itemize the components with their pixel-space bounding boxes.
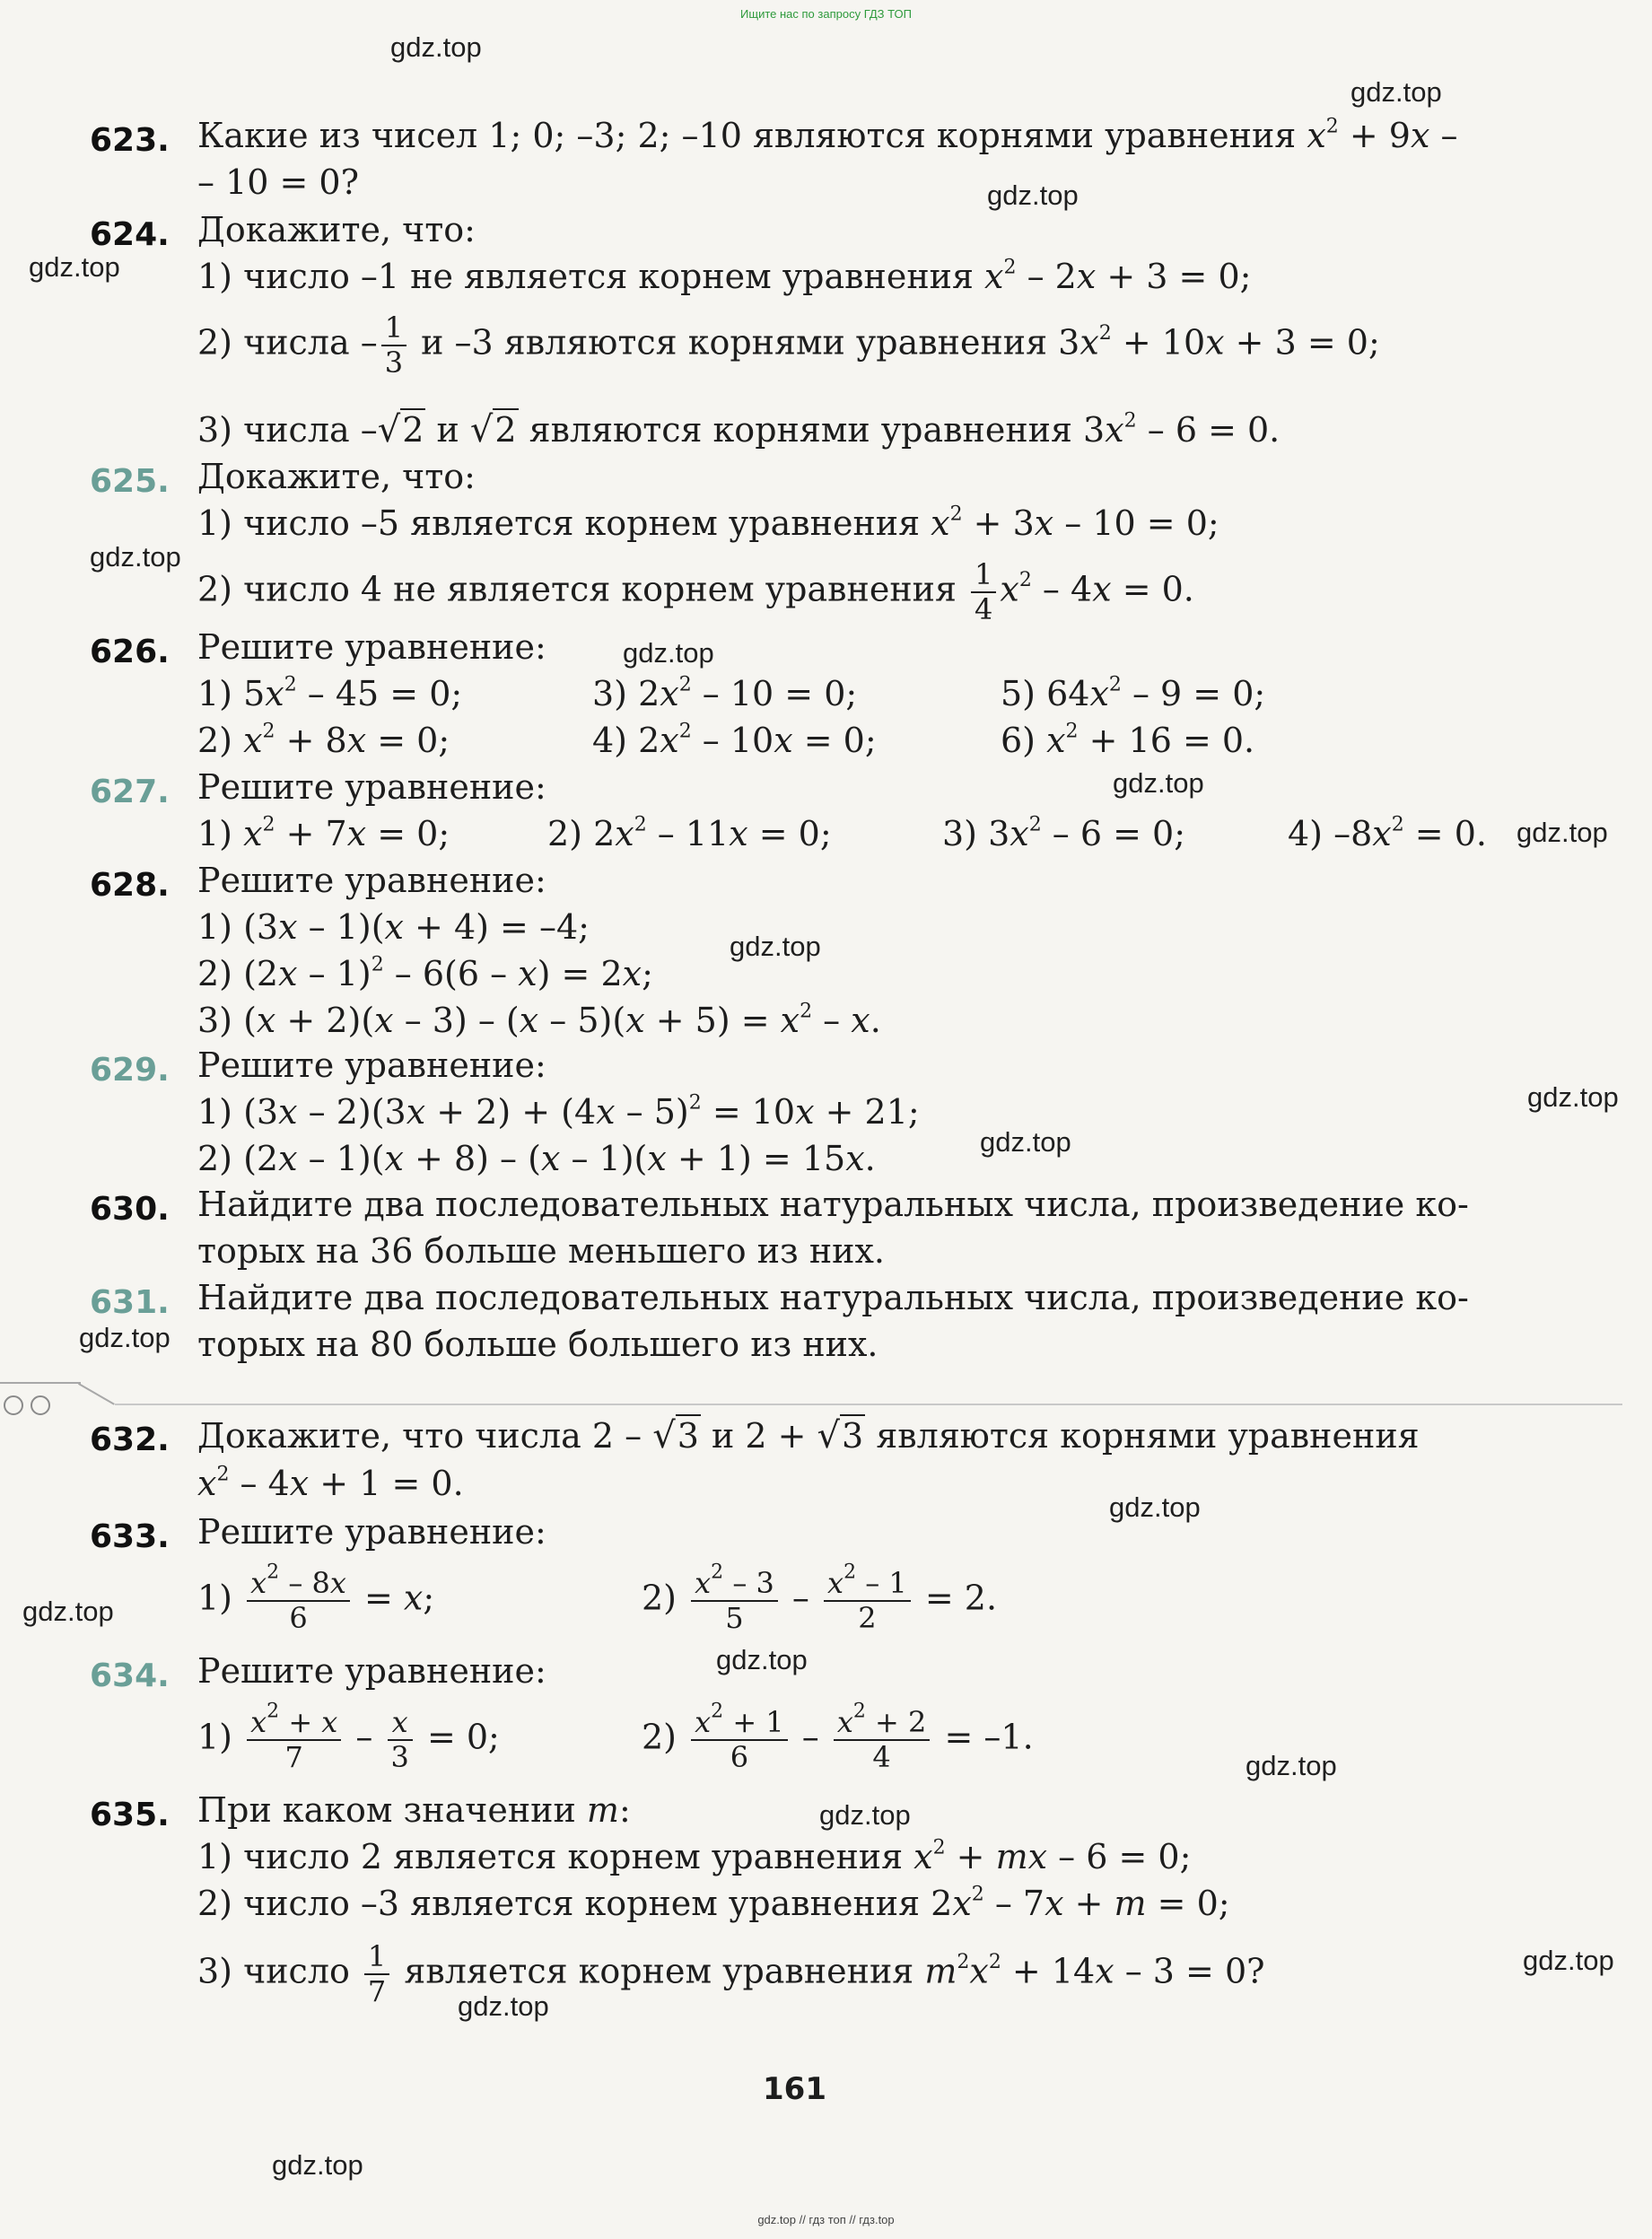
bottom-banner: gdz.top // гдз топ // гдз.top xyxy=(757,2213,895,2226)
problem-heading: Решите уравнение: xyxy=(197,627,546,667)
watermark: gdz.top xyxy=(1109,1491,1201,1523)
problem-text: – 10 = 0? xyxy=(197,162,359,202)
problem-item: 3) числа –√2 и √2 являются корнями уравнения $3x^2 - 6 = 0$. xyxy=(197,409,1281,450)
problem-heading: Решите уравнение: xyxy=(197,767,546,807)
problem-number: 631. xyxy=(90,1284,170,1321)
problem-item: 1) (3x – 2)(3x + 2) + (4x – 5)$^2$ = 10x + 21; xyxy=(197,1091,920,1132)
section-divider xyxy=(0,1382,81,1384)
fraction: $\frac{x^2 - 1}{2}$ xyxy=(824,1567,911,1635)
problem-item: 2) $2x^2 - 11x = 0$; xyxy=(547,813,832,853)
problem-heading: Решите уравнение: xyxy=(197,1045,546,1085)
watermark: gdz.top xyxy=(1113,767,1204,799)
problem-item: 2) (2x – 1)(x + 8) – (x – 1)(x + 1) = 15x. xyxy=(197,1139,876,1178)
problem-number: 633. xyxy=(90,1518,170,1555)
watermark: gdz.top xyxy=(90,541,181,573)
problem-item: 1) $\frac{x^2 - 8x}{6}$ = x; xyxy=(197,1561,435,1635)
problem-item: 2) (2x – 1)$^2$ – 6(6 – x) = 2x; xyxy=(197,953,653,993)
fraction: $\frac{1}{7}$ xyxy=(364,1940,389,2008)
problem-item: 2) $\frac{x^2 + 1}{6}$ – $\frac{x^2 + 2}{4}$ = –1. xyxy=(642,1700,1034,1774)
problem-item: 2) числа – $\frac{1}{3}$ и –3 являются корнями уравнения $3x^2 + 10x + 3 = 0$; xyxy=(197,310,1380,380)
watermark: gdz.top xyxy=(272,2149,363,2181)
fraction: $\frac{x^2 - 3}{5}$ xyxy=(691,1567,778,1635)
difficulty-marker xyxy=(0,1386,108,1422)
problem-item: 1) $\frac{x^2 + x}{7}$ – $\frac{x}{3}$ = 0; xyxy=(197,1700,500,1774)
problem-number: 627. xyxy=(90,774,170,810)
problem-item: 1) число –5 является корнем уравнения $x^2 + 3x - 10 = 0$; xyxy=(197,503,1219,543)
fraction: $\frac{x^2 - 8x}{6}$ xyxy=(247,1567,350,1635)
problem-number: 630. xyxy=(90,1191,170,1228)
watermark: gdz.top xyxy=(458,1990,549,2022)
problem-item: 2) число –3 является корнем уравнения $2x^2 - 7x + m = 0$; xyxy=(197,1883,1230,1923)
fraction: $\frac{1}{4}$ xyxy=(971,558,996,626)
circle-icon xyxy=(31,1395,50,1415)
fraction: $\frac{x^2 + 1}{6}$ xyxy=(691,1706,788,1774)
problem-number: 628. xyxy=(90,867,170,904)
problem-heading: При каком значении m: xyxy=(197,1790,631,1830)
problem-heading: Решите уравнение: xyxy=(197,1651,546,1691)
problem-item: 2) $\frac{x^2 - 3}{5}$ – $\frac{x^2 - 1}{2}$ = 2. xyxy=(642,1561,998,1635)
problem-text: $x^2 - 4x + 1 = 0$. xyxy=(197,1463,464,1503)
problem-text: торых на 36 больше меньшего из них. xyxy=(197,1231,885,1271)
watermark: gdz.top xyxy=(623,637,714,669)
watermark: gdz.top xyxy=(1523,1945,1614,1976)
problem-text: торых на 80 больше большего из них. xyxy=(197,1325,878,1364)
top-banner: Ищите нас по запросу ГДЗ ТОП xyxy=(740,7,912,21)
problem-text: Какие из чисел 1; 0; –3; 2; –10 являются корнями уравнения $x^2 + 9x$ – xyxy=(197,115,1458,155)
problem-item: 1) (3x – 1)(x + 4) = –4; xyxy=(197,907,590,947)
problem-item: 1) $x^2 + 7x = 0$; xyxy=(197,813,450,853)
problem-item: 1) число –1 не является корнем уравнения $x^2 - 2x + 3 = 0$; xyxy=(197,256,1252,296)
problem-number: 624. xyxy=(90,216,170,253)
watermark: gdz.top xyxy=(987,179,1079,211)
problem-item: 1) число 2 является корнем уравнения $x^2$ + mx – 6 = 0; xyxy=(197,1836,1192,1876)
fraction: $\frac{x^2 + 2}{4}$ xyxy=(834,1706,931,1774)
watermark: gdz.top xyxy=(716,1644,808,1675)
problem-number: 632. xyxy=(90,1421,170,1458)
watermark: gdz.top xyxy=(819,1799,911,1831)
problem-item: 4) $-8x^2 = 0$. xyxy=(1288,813,1487,853)
problem-item: 3) число $\frac{1}{7}$ является корнем уравнения $m^2x^2 + 14x - 3 = 0$? xyxy=(197,1939,1265,2008)
watermark: gdz.top xyxy=(980,1126,1071,1158)
fraction: $\frac{1}{3}$ xyxy=(381,311,406,380)
problem-text: Докажите, что числа 2 – √3 и 2 + √3 являются корнями уравнения xyxy=(197,1415,1420,1456)
problem-number: 626. xyxy=(90,634,170,670)
watermark: gdz.top xyxy=(730,931,821,962)
problem-number: 629. xyxy=(90,1052,170,1089)
fraction: $\frac{x}{3}$ xyxy=(388,1706,413,1774)
problem-item: 2) $x^2 + 8x = 0$; xyxy=(197,720,450,760)
watermark: gdz.top xyxy=(1246,1750,1337,1781)
circle-icon xyxy=(4,1395,23,1415)
problem-item: 2) число 4 не является корнем уравнения $\frac{1}{4}$ $x^2 - 4x = 0$. xyxy=(197,557,1194,626)
page-number: 161 xyxy=(763,2071,826,2107)
fraction: $\frac{x^2 + x}{7}$ xyxy=(247,1706,341,1774)
problem-item: 3) $(x + 2)(x - 3) - (x - 5)(x + 5) = x^2 - x$. xyxy=(197,1000,881,1040)
problem-item: 5) $64x^2 - 9 = 0$; xyxy=(1001,673,1266,713)
watermark: gdz.top xyxy=(29,251,120,283)
problem-heading: Решите уравнение: xyxy=(197,1512,546,1552)
watermark: gdz.top xyxy=(79,1322,170,1353)
watermark: gdz.top xyxy=(1517,817,1608,848)
problem-number: 635. xyxy=(90,1797,170,1833)
watermark: gdz.top xyxy=(22,1596,114,1627)
watermark: gdz.top xyxy=(390,31,482,63)
problem-item: 3) $2x^2 - 10 = 0$; xyxy=(592,673,858,713)
problem-heading: Решите уравнение: xyxy=(197,861,546,900)
problem-item: 4) $2x^2 - 10x = 0$; xyxy=(592,720,877,760)
problem-heading: Докажите, что: xyxy=(197,457,476,496)
problem-item: 3) $3x^2 - 6 = 0$; xyxy=(942,813,1186,853)
watermark: gdz.top xyxy=(1350,76,1442,108)
problem-number: 623. xyxy=(90,122,170,159)
watermark: gdz.top xyxy=(1527,1081,1619,1113)
problem-item: 6) $x^2 + 16 = 0$. xyxy=(1001,720,1255,760)
problem-heading: Докажите, что: xyxy=(197,210,476,249)
problem-number: 634. xyxy=(90,1657,170,1694)
problem-text: Найдите два последовательных натуральных числа, произведение ко- xyxy=(197,1185,1469,1224)
section-divider xyxy=(115,1404,1622,1405)
problem-text: Найдите два последовательных натуральных числа, произведение ко- xyxy=(197,1278,1469,1317)
problem-item: 1) $5x^2 - 45 = 0$; xyxy=(197,673,463,713)
problem-number: 625. xyxy=(90,463,170,500)
